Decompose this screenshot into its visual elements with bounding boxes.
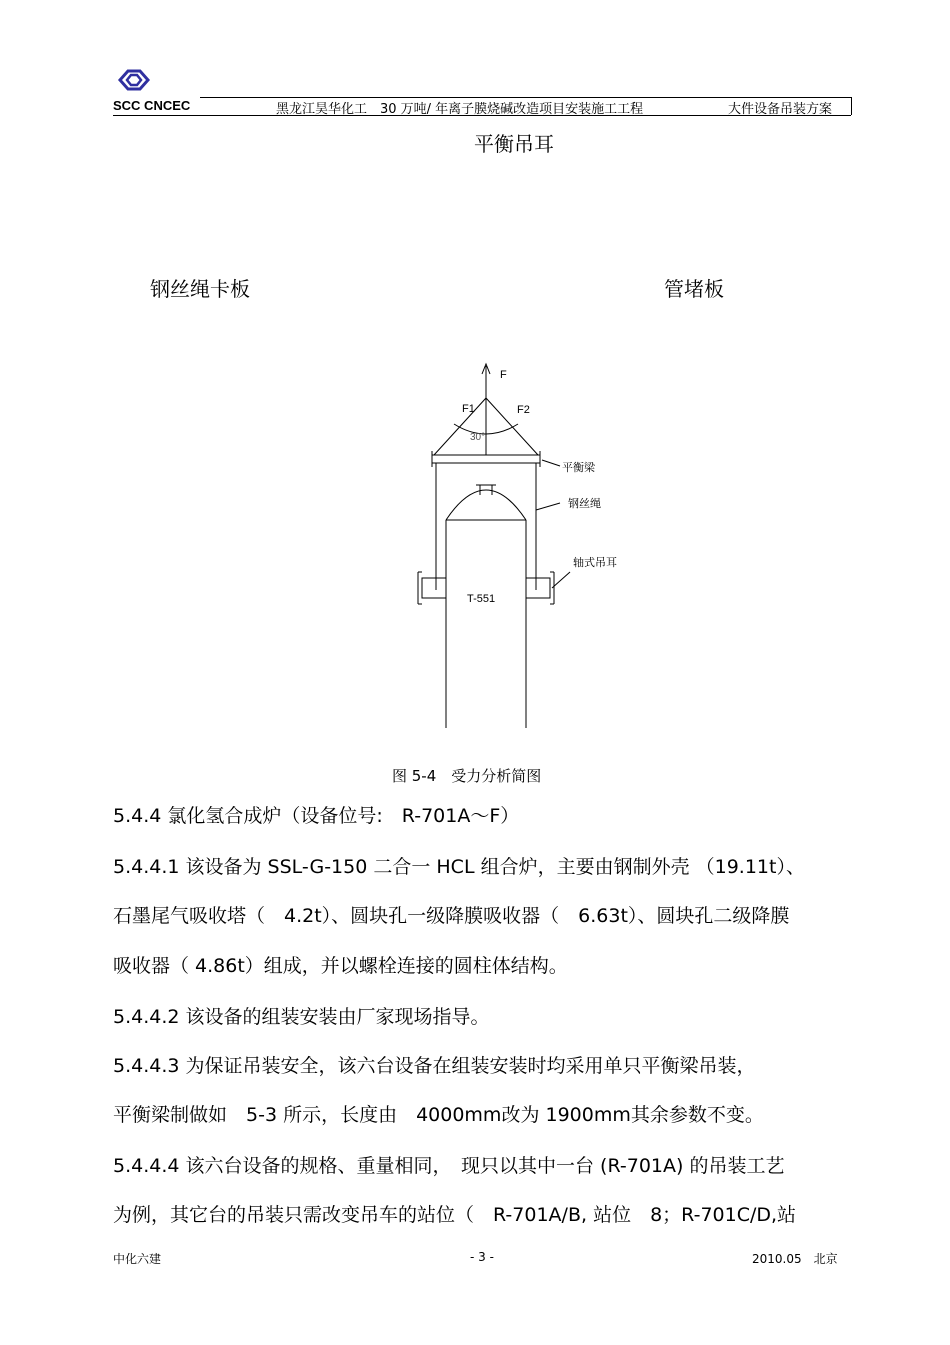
force-label-f1: F1 — [462, 403, 475, 415]
force-diagram — [410, 360, 640, 730]
paragraph-line: 5.4.4.1 该设备为 SSL-G-150 二合一 HCL 组合炉，主要由钢制外壳 （19.11t）、 — [113, 856, 805, 878]
figure-caption: 图 5-4 受力分析简图 — [392, 767, 542, 785]
label-pipe-plug: 管堵板 — [664, 277, 724, 301]
footer-page-number: - 3 - — [470, 1250, 494, 1264]
footer-date-place: 2010.05 北京 — [752, 1252, 838, 1266]
paragraph-line: 5.4.4.2 该设备的组装安装由厂家现场指导。 — [113, 1006, 490, 1028]
paragraph-line: 5.4.4 氯化氢合成炉（设备位号: R-701A～F） — [113, 805, 520, 827]
force-label-f: F — [500, 369, 507, 381]
tower-label: T-551 — [467, 593, 496, 605]
paragraph-line: 为例，其它台的吊装只需改变吊车的站位（ R-701A/B, 站位 8；R-701C/D,站 — [113, 1204, 797, 1226]
rope-label: 钢丝绳 — [568, 497, 601, 510]
label-wire-clamp: 钢丝绳卡板 — [150, 277, 250, 301]
header-project: 黑龙江昊华化工 30 万吨/ 年离子膜烧碱改造项目安装施工工程 — [276, 102, 644, 117]
paragraph-line: 5.4.4.4 该六台设备的规格、重量相同， 现只以其中一台 (R-701A) 的吊装工艺 — [113, 1155, 785, 1177]
lug-label: 轴式吊耳 — [573, 556, 617, 569]
paragraph-line: 平衡梁制做如 5-3 所示，长度由 4000mm改为 1900mm其余参数不变。 — [113, 1104, 764, 1126]
header-company: SCC CNCEC — [113, 98, 191, 113]
paragraph-line: 吸收器（ 4.86t）组成，并以螺栓连接的圆柱体结构。 — [113, 955, 568, 977]
paragraph-line: 石墨尾气吸收塔（ 4.2t）、圆块孔一级降膜吸收器（ 6.63t）、圆块孔二级降膜 — [113, 905, 790, 927]
header-rule — [113, 115, 851, 116]
angle-label: 30° — [470, 432, 486, 443]
header-rule-end — [851, 97, 852, 115]
force-label-f2: F2 — [517, 404, 530, 416]
header-doc-title: 大件设备吊装方案 — [728, 102, 833, 117]
paragraph-line: 5.4.4.3 为保证吊装安全，该六台设备在组装安装时均采用单只平衡梁吊装， — [113, 1055, 756, 1077]
beam-label: 平衡梁 — [562, 461, 595, 474]
company-logo — [116, 68, 152, 92]
label-balance-lug: 平衡吊耳 — [474, 132, 554, 156]
footer-company: 中化六建 — [113, 1252, 162, 1266]
